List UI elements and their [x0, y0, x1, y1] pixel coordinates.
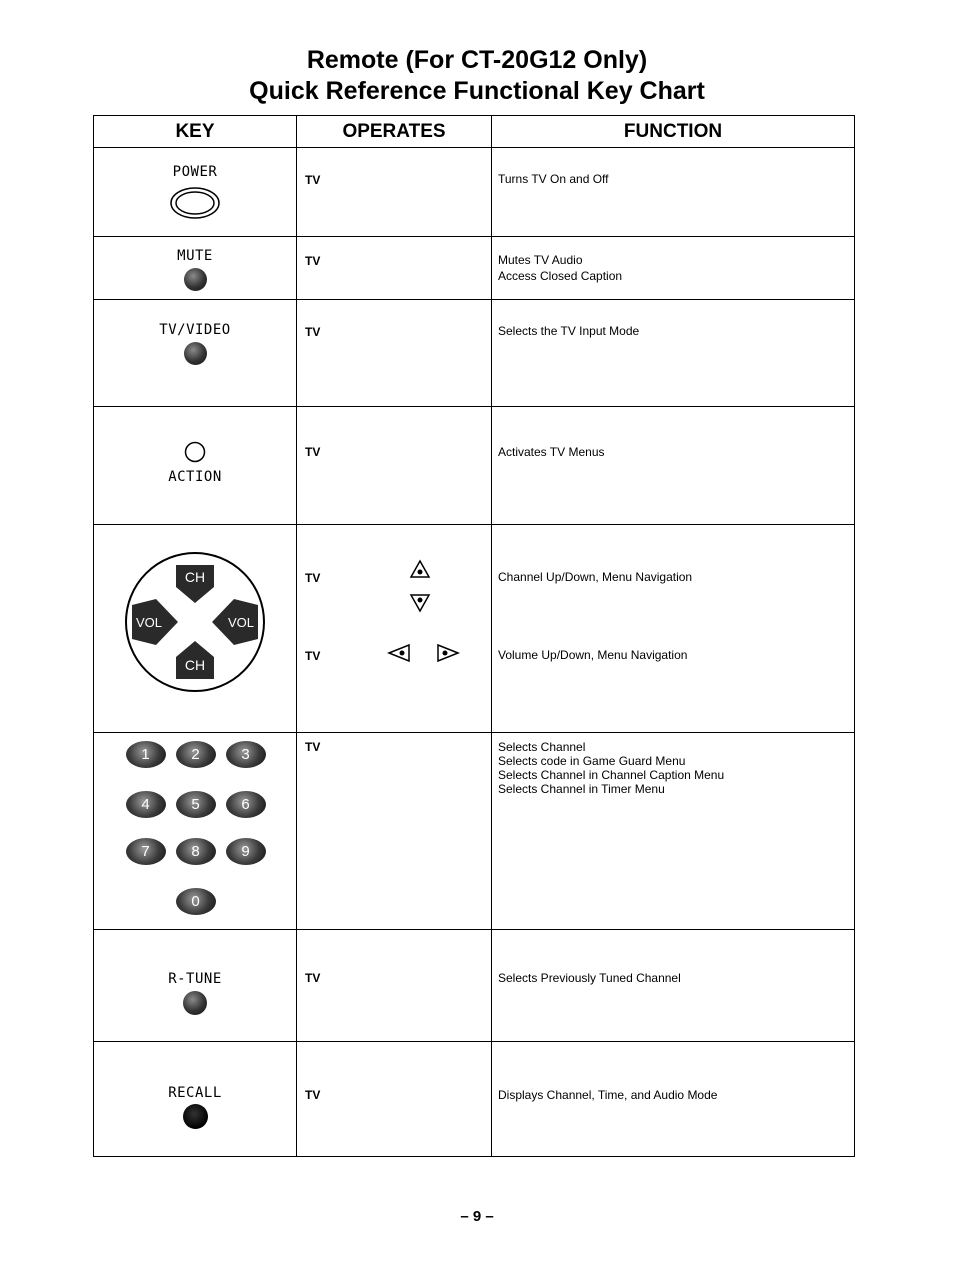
key-cell-mute — [94, 237, 297, 300]
key-label-tv-video: TV/VIDEO — [159, 322, 231, 338]
page-number: – 9 – — [460, 1208, 494, 1225]
header-function: FUNCTION — [492, 116, 855, 148]
operates-text: TV — [305, 971, 321, 985]
key-label-recall: RECALL — [168, 1085, 222, 1101]
function-text: Mutes TV Audio — [498, 253, 583, 267]
r-tune-button-icon — [183, 991, 207, 1015]
function-text: Displays Channel, Time, and Audio Mode — [498, 1088, 718, 1102]
pad-label-vol-left: VOL — [135, 615, 163, 630]
operates-text: TV — [305, 254, 321, 268]
vol-right-arrow-icon — [436, 643, 460, 663]
pad-label-ch-down: CH — [184, 657, 206, 673]
function-cell — [492, 525, 855, 733]
function-text: Selects Channel in Channel Caption Menu — [498, 768, 725, 782]
tv-video-button-icon — [184, 342, 207, 365]
operates-cell — [297, 237, 492, 300]
number-key-5: 5 — [176, 791, 216, 818]
number-key-2: 2 — [176, 741, 216, 768]
function-cell — [492, 1042, 855, 1157]
key-cell-action — [94, 407, 297, 525]
operates-cell — [297, 733, 492, 930]
table-row — [94, 407, 855, 525]
operates-text: TV — [305, 649, 321, 663]
recall-button-icon — [183, 1104, 208, 1129]
number-key-3: 3 — [226, 741, 266, 768]
vol-left-arrow-icon — [387, 643, 411, 663]
number-key-8: 8 — [176, 838, 216, 865]
operates-text: TV — [305, 571, 321, 585]
page-title-line2: Quick Reference Functional Key Chart — [249, 77, 705, 105]
table-row — [94, 148, 855, 237]
operates-cell — [297, 1042, 492, 1157]
table-row — [94, 300, 855, 407]
function-text: Activates TV Menus — [498, 445, 605, 459]
function-text: Channel Up/Down, Menu Navigation — [498, 570, 693, 584]
operates-cell — [297, 407, 492, 525]
table-header-row — [94, 116, 855, 148]
header-operates: OPERATES — [297, 116, 492, 148]
function-cell — [492, 237, 855, 300]
operates-text: TV — [305, 325, 321, 339]
page-title-line1: Remote (For CT-20G12 Only) — [306, 46, 648, 74]
operates-cell — [297, 300, 492, 407]
pad-label-vol-right: VOL — [227, 615, 255, 630]
key-cell-power — [94, 148, 297, 237]
operates-cell — [297, 930, 492, 1042]
operates-text: TV — [305, 1088, 321, 1102]
table-row — [94, 1042, 855, 1157]
function-cell — [492, 930, 855, 1042]
key-label-action: ACTION — [168, 469, 222, 485]
table-row — [94, 930, 855, 1042]
key-chart-table — [93, 115, 855, 1157]
function-cell — [492, 300, 855, 407]
function-text: Selects Channel — [498, 740, 586, 754]
number-key-4: 4 — [126, 791, 166, 818]
action-button-icon — [184, 441, 206, 463]
key-cell-r-tune — [94, 930, 297, 1042]
header-key: KEY — [94, 116, 297, 148]
table-row — [94, 733, 855, 930]
key-cell-number-keys — [94, 733, 297, 930]
number-key-9: 9 — [226, 838, 266, 865]
function-text: Access Closed Caption — [498, 269, 623, 283]
key-cell-recall — [94, 1042, 297, 1157]
function-text: Volume Up/Down, Menu Navigation — [498, 648, 688, 662]
key-cell-directional-pad — [94, 525, 297, 733]
operates-text: TV — [305, 173, 321, 187]
key-cell-tv-video — [94, 300, 297, 407]
function-cell — [492, 733, 855, 930]
function-text: Turns TV On and Off — [498, 172, 609, 186]
key-label-power: POWER — [172, 164, 218, 180]
function-cell — [492, 148, 855, 237]
table-row — [94, 237, 855, 300]
mute-button-icon — [184, 268, 207, 291]
function-text: Selects code in Game Guard Menu — [498, 754, 686, 768]
pad-label-ch-up: CH — [184, 569, 206, 585]
number-key-0: 0 — [176, 888, 216, 915]
operates-text: TV — [305, 445, 321, 459]
power-button-icon — [169, 186, 221, 220]
key-label-r-tune: R-TUNE — [168, 971, 222, 987]
operates-text: TV — [305, 740, 321, 754]
number-key-7: 7 — [126, 838, 166, 865]
operates-cell — [297, 525, 492, 733]
ch-down-arrow-icon — [409, 593, 431, 613]
function-text: Selects Previously Tuned Channel — [498, 971, 681, 985]
operates-cell — [297, 148, 492, 237]
function-text: Selects the TV Input Mode — [498, 324, 640, 338]
number-key-1: 1 — [126, 741, 166, 768]
table-row — [94, 525, 855, 733]
ch-up-arrow-icon — [409, 559, 431, 579]
function-cell — [492, 407, 855, 525]
key-label-mute: MUTE — [177, 248, 213, 264]
number-key-6: 6 — [226, 791, 266, 818]
directional-pad-icon — [120, 547, 270, 697]
function-text: Selects Channel in Timer Menu — [498, 782, 665, 796]
